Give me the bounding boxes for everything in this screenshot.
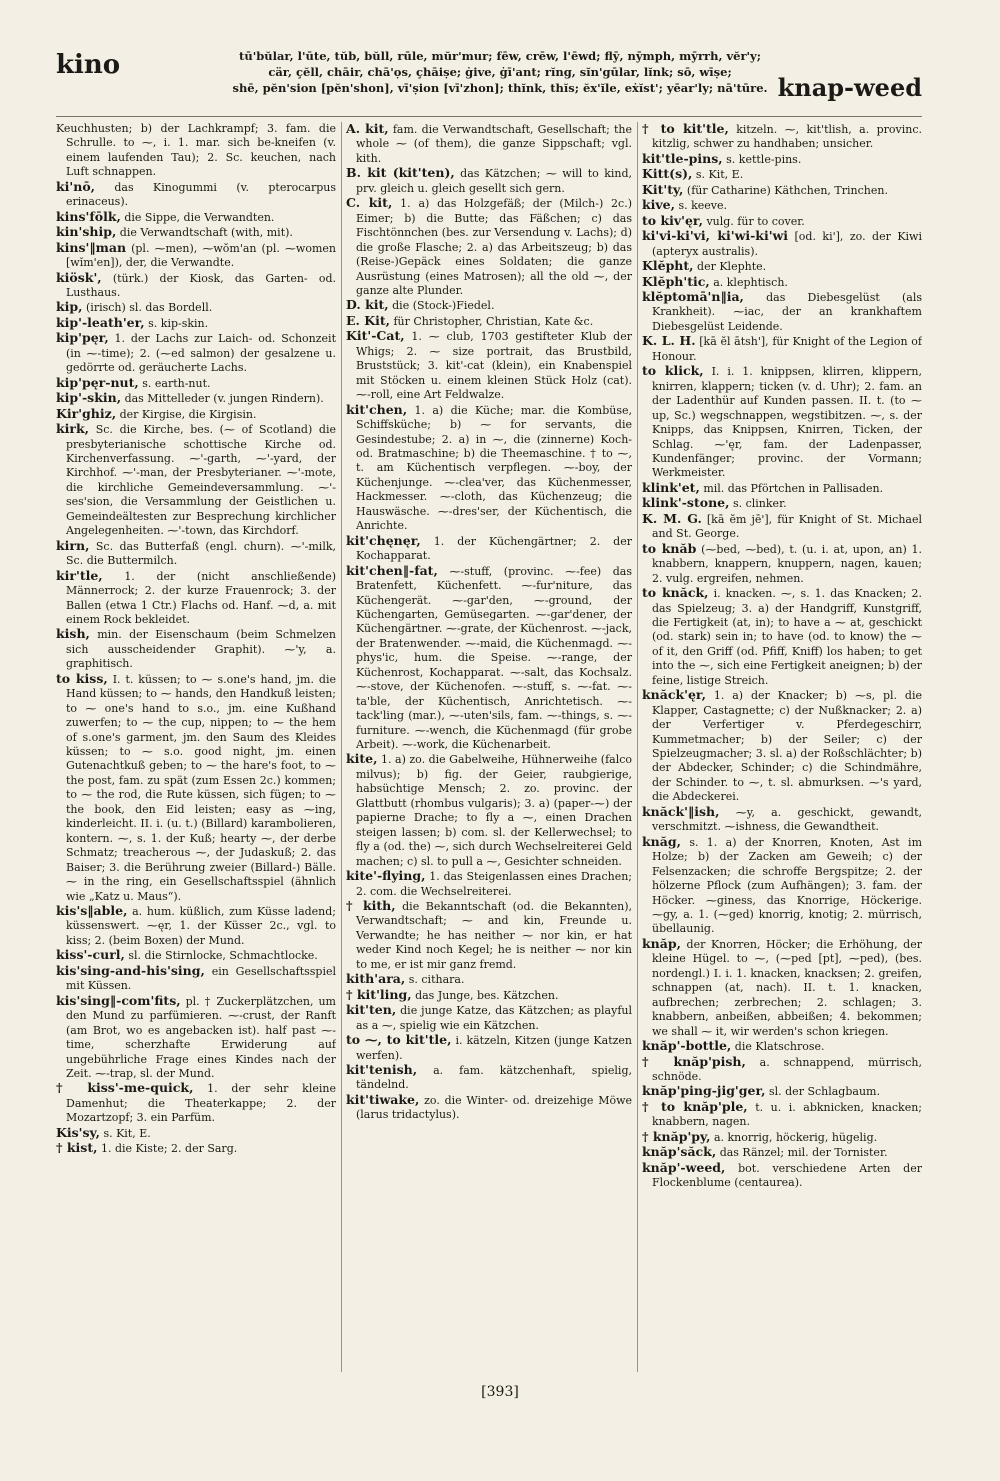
entry-definition: die Bekanntschaft (od. die Bekannten), Verwandtschaft; ⁓ and kin, Freunde u. Verwandte; he has neither ⁓ nor kin, er hat weder Kind noch Kegel; he is neither ⁓ nor kin to me, er ist mir ganz fremd. xyxy=(356,900,632,971)
entry-definition: das Junge, bes. Kätzchen. xyxy=(415,988,559,1002)
entry-definition: a. klephtisch. xyxy=(713,275,788,289)
entry-definition: (irisch) sl. das Bordell. xyxy=(86,301,213,315)
entry-headword: kit'ten, xyxy=(346,1002,397,1018)
entry-definition: die Verwandtschaft (with, mit). xyxy=(119,226,293,240)
guide-word-right: knap-weed xyxy=(777,73,922,102)
entry-headword: † knăp'py, xyxy=(642,1128,711,1144)
dictionary-entry xyxy=(56,672,336,904)
entry-headword: kip'-skin, xyxy=(56,390,122,406)
entry-headword: knăp'-bottle, xyxy=(642,1038,732,1054)
entry-definition: s. clinker. xyxy=(732,497,787,511)
entry-definition: (für Catharine) Käthchen, Trinchen. xyxy=(686,183,888,197)
entry-definition: s. 1. a) der Knorren, Knoten, Ast im Holze; b) der Zacken am Geweih; c) der Felsenzacken; die schroffe Bergspitze; 2. der hölzerne Pflock (zum Aufhängen); 3. fam. der Höcker. ⁓giness, das Knorrige, Höckerige. ⁓gy, a. 1. (⁓ged) knorrig, knotig; 2. mürrisch, übellaunig. xyxy=(652,835,922,936)
entry-headword: kit'chen, xyxy=(346,401,408,417)
dictionary-entry xyxy=(642,481,922,496)
entry-headword: kis'sing‖-com'fits, xyxy=(56,992,181,1008)
entry-definition: i. kätzeln, Kitzen (junge Katzen werfen). xyxy=(356,1034,632,1062)
dictionary-entry xyxy=(642,183,922,198)
pronunciation-key-line: tū'bŭlar, l'ūte, tŭb, bŭll, rūle, mŭr'mur; fēw, crēw, l'ēwd; flȳ, nȳmph, mȳrrh, vĕr'y; xyxy=(239,49,761,63)
entry-headword: knăp'-weed, xyxy=(642,1159,726,1175)
entry-headword: † knăp'pish, xyxy=(642,1053,746,1069)
entry-headword: Kis'sy, xyxy=(56,1124,100,1140)
entry-definition: s. earth-nut. xyxy=(142,376,211,390)
dictionary-entry xyxy=(56,331,336,375)
entry-definition: 1. der (nicht anschließende) Männerrock; 2. der kurze Frauenrock; 3. der Ballen (etwa 1 Ctr.) Flachs od. Hanf. ⁓d, a. mit einem Rock bekleidet. xyxy=(66,569,336,626)
entry-headword: knăck'‖ish, xyxy=(642,803,720,819)
dictionary-entry xyxy=(346,1063,632,1093)
entry-definition: die junge Katze, das Kätzchen; as playful as a ⁓, spielig wie ein Kätzchen. xyxy=(356,1004,632,1032)
entry-headword: C. kit, xyxy=(346,195,393,211)
dictionary-entry xyxy=(346,1033,632,1063)
entry-definition: das Kätzchen; ⁓ will to kind, prv. gleich u. gleich gesellt sich gern. xyxy=(356,167,632,195)
entry-definition: 1. der Küchengärtner; 2. der Kochapparat. xyxy=(356,534,632,563)
dictionary-entry xyxy=(56,241,336,271)
dictionary-entry xyxy=(642,586,922,688)
entry-headword: kish, xyxy=(56,626,90,642)
dictionary-entry xyxy=(346,564,632,753)
entry-headword: A. kit, xyxy=(346,122,389,136)
dictionary-entry xyxy=(56,407,336,422)
entry-headword: kirk, xyxy=(56,421,90,437)
dictionary-entry xyxy=(642,1084,922,1099)
entry-headword: kite, xyxy=(346,751,378,767)
entry-headword: kit'chęnęr, xyxy=(346,532,421,548)
entry-definition: t. u. i. abknicken, knacken; knabbern, nagen. xyxy=(652,1100,922,1129)
entry-definition: fam. die Verwandtschaft, Gesellschaft; the whole ⁓ (of them), die ganze Sippschaft; vgl. kith. xyxy=(356,123,632,165)
dictionary-entry xyxy=(346,972,632,987)
entry-definition: 1. a) der Knacker; b) ⁓s, pl. die Klapper, Castagnette; c) der Nußknacker; 2. a) der Verfertiger v. Pferdegeschirr, Kummetmacher; b) der Seiler; c) der Spielzeugmacher; 3. sl. a) der Roßschlächter; b) der Abdecker, Schinder; c) die Schindmähre, der Schinder. to ⁓, t. sl. abmurksen. ⁓'s yard, die Abdeckerei. xyxy=(652,689,922,804)
entry-definition: [kā ĕl ātsh'], für Knight of the Legion of Honour. xyxy=(652,335,922,363)
entry-definition: a. fam. kätzchenhaft, spielig, tändelnd. xyxy=(356,1064,632,1092)
entry-headword: kit'tle-pins, xyxy=(642,150,723,166)
entry-headword: knăp, xyxy=(642,935,681,951)
entry-headword: knăp'ping-jig'ger, xyxy=(642,1083,766,1099)
entry-definition: (pl. ⁓men), ⁓wŏm'an (pl. ⁓women [wĭm'en]), der, die Verwandte. xyxy=(66,241,336,270)
entry-headword: to kiv'ęr, xyxy=(642,212,703,228)
dictionary-entry xyxy=(56,376,336,391)
entry-definition: a. schnappend, mürrisch, schnöde. xyxy=(652,1055,922,1083)
dictionary-entry xyxy=(56,948,336,963)
column-1 xyxy=(56,122,336,1372)
dictionary-entry xyxy=(56,316,336,331)
dictionary-entry xyxy=(642,496,922,511)
entry-definition: s. keeve. xyxy=(678,199,728,213)
entry-headword: Kit'-Cat, xyxy=(346,328,405,344)
entry-headword: kip'-leath'er, xyxy=(56,314,145,330)
entry-definition: Sc. das Butterfaß (engl. churn). ⁓'-milk, Sc. die Buttermilch. xyxy=(66,539,336,568)
column-3 xyxy=(642,122,922,1372)
entry-headword: to klick, xyxy=(642,363,704,379)
entry-definition: s. kip-skin. xyxy=(148,316,209,330)
entry-headword: klink'et, xyxy=(642,479,700,495)
dictionary-entry xyxy=(642,198,922,213)
entry-definition: 1. das Steigenlassen eines Drachen; 2. com. die Wechselreiterei. xyxy=(356,870,632,898)
entry-definition: die (Stock-)Fiedel. xyxy=(392,299,495,313)
dictionary-entry xyxy=(346,752,632,869)
entry-definition: s. kettle-pins. xyxy=(726,152,802,166)
dictionary-entry xyxy=(642,229,922,259)
entry-headword: kins'‖man xyxy=(56,239,127,255)
entry-definition: s. Kit, E. xyxy=(103,1126,151,1140)
entry-definition: ⁓-stuff, (provinc. ⁓-fee) das Bratenfett, Küchenfett. ⁓-fur'niture, das Küchengerät. ⁓-gar'den, ⁓-ground, der Küchengarten, Gemüsegarten. ⁓-gar'dener, der Küchengärtner. ⁓-grate, der Küchenrost. ⁓-jack, der Bratenwender. ⁓-maid, die Küchenmagd. ⁓-phys'ic, hum. die Speise. ⁓-range, der Küchenrost, Kochapparat. ⁓-salt, das Kochsalz. ⁓-stove, der Küchenofen. ⁓-stuff, s. ⁓-fat. ⁓-ta'ble, der Küchentisch, Anrichtetisch. ⁓-tack'ling (mar.), ⁓-uten'sils, fam. ⁓-things, s. ⁓-furniture. ⁓-wench, die Küchenmagd (für grobe Arbeit). ⁓-work, die Küchenarbeit. xyxy=(356,564,632,752)
dictionary-entry xyxy=(56,225,336,240)
entry-headword: kip'pęr-nut, xyxy=(56,374,139,390)
entry-definition: das Diebesgelüst (als Krankheit). ⁓iac, der an krankhaftem Diebesgelüst Leidende. xyxy=(652,290,922,333)
entry-headword: † to kit'tle, xyxy=(642,122,729,136)
entry-headword: kins'fōlk, xyxy=(56,208,121,224)
entry-definition: vulg. für to cover. xyxy=(706,214,805,228)
dictionary-entry xyxy=(642,1145,922,1160)
entry-headword: knăp'săck, xyxy=(642,1144,717,1160)
dictionary-entry xyxy=(642,835,922,937)
dictionary-entry xyxy=(346,534,632,564)
dictionary-entry xyxy=(642,290,922,334)
dictionary-entry xyxy=(56,1126,336,1141)
dictionary-entry xyxy=(56,569,336,628)
entry-definition: a. knorrig, höckerig, hügelig. xyxy=(713,1130,878,1144)
entry-headword: † kist, xyxy=(56,1140,98,1156)
pronunciation-key-line: shē, pĕn'sion [pĕn'shon], vī'ṣion [vī'zhon]; thĭnk, thĭs; ĕx'ĭle, eẋĭst'; yēar'ly; nā'tūre. xyxy=(232,81,768,95)
entry-definition: der Klephte. xyxy=(697,260,767,274)
entry-headword: klink'-stone, xyxy=(642,495,730,511)
entry-definition: sl. der Schlagbaum. xyxy=(768,1085,880,1099)
dictionary-entry xyxy=(56,180,336,210)
entry-definition: 1. a) zo. die Gabelweihe, Hühnerweihe (falco milvus); b) fig. der Geier, raubgierige, habsüchtige Mensch; 2. zo. provinc. der Glattbutt (rhombus vulgaris); 3. a) (paper-⁓) der papierne Drache; to fly a ⁓, einen Drachen steigen lassen; b) com. sl. der Kellerwechsel; to fly a (od. the) ⁓, sich durch Wechselreiterei Geld machen; c) sl. to pull a ⁓, Gesichter schneiden. xyxy=(356,753,632,868)
dictionary-entry xyxy=(56,422,336,539)
dictionary-entry xyxy=(642,805,922,835)
entry-headword: K. L. H. xyxy=(642,333,696,349)
entry-definition: das Mittelleder (v. jungen Rindern). xyxy=(124,392,324,406)
entry-headword: kite'-flying, xyxy=(346,868,426,884)
entry-headword: Kitt(s), xyxy=(642,166,693,182)
entry-definition: kitzeln. ⁓, kit'tlish, a. provinc. kitzlig, schwer zu handhaben; unsicher. xyxy=(652,123,922,151)
entry-definition: das Ränzel; mil. der Tornister. xyxy=(719,1146,888,1160)
entry-headword: kip'pęr, xyxy=(56,330,109,346)
entry-headword: kiösk', xyxy=(56,269,102,285)
dictionary-entry xyxy=(56,627,336,671)
entry-headword: kith'ara, xyxy=(346,971,406,987)
dictionary-entry xyxy=(642,1055,922,1085)
dictionary-entry xyxy=(346,1093,632,1123)
entry-headword: to ⁓, to kit'tle, xyxy=(346,1032,452,1048)
pronunciation-key-line: cär, çĕll, chāir, chā'ọs, çhāiṣe; ġive, ġī'ant; rĭng, sĭn'gūlar, lĭnk; sō, wīṣe; xyxy=(268,65,732,79)
entry-definition: s. Kit, E. xyxy=(695,168,744,182)
entry-headword: knăck'ęr, xyxy=(642,687,706,703)
dictionary-entry xyxy=(642,152,922,167)
entry-definition: Sc. die Kirche, bes. (⁓ of Scotland) die presbyterianische schottische Kirche od. Kirchenverfassung. ⁓'-garth, ⁓'-yard, der Kirchhof. ⁓'-man, der Presbyterianer. ⁓'-mote, die kirchliche Gemeindeversammlung. ⁓'-ses'sion, die Versammlung der Geistlichen u. Gemeindeältesten zur Besprechung kirchlicher Angelegenheiten. ⁓'-town, das Kirchdorf. xyxy=(66,423,336,538)
dictionary-entry xyxy=(56,964,336,994)
dictionary-entry xyxy=(642,937,922,1039)
entry-headword: † kiss'-me-quick, xyxy=(56,1080,194,1096)
dictionary-entry xyxy=(346,988,632,1003)
dictionary-entry xyxy=(642,688,922,805)
dictionary-entry xyxy=(642,1130,922,1145)
entry-definition: 1. der sehr kleine Damenhut; die Theaterkappe; 2. der Mozartzopf; 3. ein Parfüm. xyxy=(66,1082,336,1125)
dictionary-entry xyxy=(346,314,632,329)
dictionary-entry xyxy=(56,210,336,225)
entry-definition: (türk.) der Kiosk, das Garten- od. Lusthaus. xyxy=(66,271,336,299)
entry-headword: Kit'ty, xyxy=(642,181,684,197)
entry-definition: I. t. küssen; to ⁓ s.one's hand, jm. die Hand küssen; to ⁓ hands, den Handkuß leisten; to ⁓ one's hand to s.o., jm. eine Kußhand zuwerfen; to ⁓ the cup, nippen; to ⁓ the hem of s.one's garment, jm. den Saum des Kleides küssen; to ⁓ s.o. good night, jm. einen Gutenachtkuß geben; to ⁓ the hare's foot, to ⁓ the post, fam. zu spät (zum Essen 2c.) kommen; to ⁓ the rod, die Rute küssen, sich fügen; to ⁓ the book, den Eid leisten; easy as ⁓ing, kinderleicht. II. i. (u. t.) (Billard) karambolieren, kontern. ⁓, s. 1. der Kuß; hearty ⁓, der derbe Schmatz; treacherous ⁓, der Judaskuß; 2. das Baiser; 3. die Berührung zweier (Billard-) Bälle. ⁓ in the ring, ein Gesellschaftsspiel (ähnlich wie „Katz u. Maus“). xyxy=(66,672,336,903)
entry-headword: to knăb xyxy=(642,540,697,556)
guide-word-left: kino xyxy=(56,50,121,80)
dictionary-entry xyxy=(346,899,632,972)
dictionary-entry xyxy=(642,1039,922,1054)
column-divider xyxy=(341,122,342,1372)
dictionary-entry xyxy=(642,122,922,152)
entry-definition: die Klatschrose. xyxy=(734,1040,825,1054)
dictionary-entry xyxy=(56,1081,336,1125)
entry-headword: kirn, xyxy=(56,537,90,553)
dictionary-entry xyxy=(56,904,336,948)
entry-headword: E. Kit, xyxy=(346,312,390,328)
dictionary-entry xyxy=(56,300,336,315)
entry-definition: der Knorren, Höcker; die Erhöhung, der kleine Hügel. to ⁓, (⁓ped [pt], ⁓ped), (bes. nordengl.) I. i. 1. knacken, knacksen; 2. greifen, schnappen (at, nach). II. t. 1. knacken, aufbrechen; zerbrechen; 2. schlagen; 3. knabbern, anbeißen, abbeißen; 4. bekommen; we shall ⁓ it, wir werden's schon kriegen. xyxy=(652,937,922,1038)
entry-definition: min. der Eisenschaum (beim Schmelzen sich ausscheidender Graphit). ⁓'y, a. graphitisch. xyxy=(66,628,336,671)
dictionary-entry xyxy=(346,196,632,298)
entry-headword: kir'tle, xyxy=(56,567,103,583)
entry-definition: der Kirgise, die Kirgisin. xyxy=(119,407,257,421)
pronunciation-key xyxy=(200,48,800,96)
dictionary-entry xyxy=(642,512,922,542)
entry-headword: Klĕpht, xyxy=(642,258,694,274)
dictionary-entry xyxy=(346,403,632,534)
entry-definition: pl. † Zuckerplätzchen, um den Mund zu parfümieren. ⁓-crust, der Ranft (am Brot, wo es angebacken ist). half past ⁓-time, scherzhafte Erwiderung auf ungebührliche Frage eines Kindes nach der Zeit. ⁓-trap, sl. der Mund. xyxy=(66,994,336,1080)
entry-headword: kin'ship, xyxy=(56,224,117,240)
entry-definition: i. knacken. ⁓, s. 1. das Knacken; 2. das Spielzeug; 3. a) der Handgriff, Kunstgriff, die Fertigkeit (at, in); to have a ⁓ at, geschickt (od. stark) sein in; to have (od. to know) the ⁓ of it, den Griff (od. Pfiff, Kniff) los haben; to get into the ⁓, sich eine Fertigkeit aneignen; b) der feine, listige Streich. xyxy=(652,587,922,687)
entry-definition: 1. ⁓ club, 1703 gestifteter Klub der Whigs; 2. ⁓ size portrait, das Brustbild, Bruststück; 3. kit'-cat (klein), ein Knabenspiel mit Stöcken u. einem kleinen Stück Holz (cat). ⁓-roll, eine Art Feldwalze. xyxy=(356,330,632,402)
entry-definition: [od. ki'], zo. der Kiwi (apteryx australis). xyxy=(652,230,922,258)
entry-headword: knăg, xyxy=(642,833,681,849)
entry-headword: klĕptomā'n‖ia, xyxy=(642,288,744,304)
dictionary-entry xyxy=(56,539,336,569)
dictionary-entry xyxy=(56,994,336,1082)
entry-headword: kit'chen‖-fat, xyxy=(346,562,438,578)
entry-definition: ein Gesellschaftsspiel mit Küssen. xyxy=(66,964,336,993)
dictionary-entry xyxy=(346,122,632,166)
dictionary-entry xyxy=(642,167,922,182)
entry-definition: 1. der Lachs zur Laich- od. Schonzeit (in ⁓-time); 2. (⁓ed salmon) der gesalzene u. gedörrte od. geräucherte Lachs. xyxy=(66,332,336,375)
entry-headword: Kir'ghiz, xyxy=(56,405,117,421)
entry-definition: das Kinogummi (v. pterocarpus erinaceus). xyxy=(66,180,336,209)
entry-definition: 1. a) das Holzgefäß; der (Milch-) 2c.) Eimer; b) die Butte; das Fäßchen; c) das Fischtönnchen (bes. zur Versendung v. Lachs); d) die große Flasche; 2. a) das Arbeitszeug; b) das (Reise-)Gepäck eines Soldaten; die ganze Ausrüstung (eines Matrosen); all the old ⁓, der ganze alte Plunder. xyxy=(356,197,632,297)
dictionary-entry xyxy=(56,271,336,301)
entry-headword: K. M. G. xyxy=(642,510,702,526)
dictionary-entry xyxy=(642,275,922,290)
dictionary-entry xyxy=(346,166,632,196)
entry-headword: D. kit, xyxy=(346,297,389,313)
column-divider xyxy=(637,122,638,1372)
entry-headword: B. kit (kit'ten), xyxy=(346,165,455,181)
dictionary-entry xyxy=(56,391,336,406)
entry-definition: a. hum. küßlich, zum Küsse ladend; küssenswert. ⁓ęr, 1. der Küsser 2c., vgl. to kiss; 2. (beim Boxen) der Mund. xyxy=(66,905,336,947)
entry-headword: to kiss, xyxy=(56,670,108,686)
entry-definition: bot. verschiedene Arten der Flockenblume (centaurea). xyxy=(652,1161,922,1190)
entry-headword: † kit'ling, xyxy=(346,986,412,1002)
page-number: [393] xyxy=(481,1384,519,1400)
entry-headword: kit'tiwake, xyxy=(346,1091,420,1107)
dictionary-entry xyxy=(346,1003,632,1033)
dictionary-entry xyxy=(346,329,632,402)
dictionary-entry xyxy=(642,364,922,481)
dictionary-entry xyxy=(56,1141,336,1156)
dictionary-entry xyxy=(642,214,922,229)
entry-definition: Keuchhusten; b) der Lachkrampf; 3. fam. die Schrulle. to ⁓, i. 1. mar. sich be-kneifen (v. einem laufenden Tau); 2. Sc. keuchen, nach Luft schnappen. xyxy=(56,122,336,179)
entry-definition: s. cithara. xyxy=(408,973,465,987)
entry-definition: die Sippe, die Verwandten. xyxy=(124,210,275,224)
entry-definition: [kā ĕm jē'], für Knight of St. Michael and St. George. xyxy=(652,512,922,541)
header-rule xyxy=(56,116,922,117)
entry-headword: kiss'-curl, xyxy=(56,947,125,963)
column-2 xyxy=(346,122,632,1372)
dictionary-entry xyxy=(642,259,922,274)
entry-definition: 1. die Kiste; 2. der Sarg. xyxy=(100,1142,238,1156)
entry-headword: kip, xyxy=(56,299,83,315)
entry-definition: ⁓y, a. geschickt, gewandt, verschmitzt. ⁓ishness, die Gewandtheit. xyxy=(652,805,922,834)
entry-headword: ki'nō, xyxy=(56,178,96,194)
entry-headword: to knăck, xyxy=(642,585,709,601)
dictionary-entry xyxy=(642,542,922,586)
entry-headword: kit'tenish, xyxy=(346,1062,418,1077)
dictionary-entry xyxy=(346,869,632,899)
entry-headword: Klĕph'tic, xyxy=(642,273,710,289)
entry-headword: † to knăp'ple, xyxy=(642,1098,748,1114)
dictionary-entry xyxy=(642,334,922,364)
entry-definition: mil. das Pförtchen in Pallisaden. xyxy=(703,481,884,495)
entry-definition: I. i. 1. knippsen, klirren, klippern, knirren, klappern; ticken (v. d. Uhr); 2. fam. an der Ladenthür auf Kunden passen. II. t. (to ⁓ up, Sc.) wegschnappen, wegstibitzen. ⁓, s. der Knipps, das Knippsen, Knirren, Ticken, der Schlag. ⁓'ęr, fam. der Ladenpasser, Kundenfänger; provinc. der Vormann; Werkmeister. xyxy=(652,365,922,480)
entry-definition: (⁓bed, ⁓bed), t. (u. i. at, upon, an) 1. knabbern, knappern, knuppern, nagen, kauen; 2. vulg. ergreifen, nehmen. xyxy=(652,542,922,585)
entry-headword: kis's‖able, xyxy=(56,903,128,919)
dictionary-entry xyxy=(642,1161,922,1191)
entry-headword: † kith, xyxy=(346,898,396,914)
entry-definition: für Christopher, Christian, Kate &c. xyxy=(393,314,594,328)
entry-definition: 1. a) die Küche; mar. die Kombüse, Schiffsküche; b) ⁓ for servants, die Gesindestube; 2. a) in ⁓, die (zinnerne) Koch- od. Bratmaschine; b) die Theemaschine. † to ⁓, t. am Küchentisch verpflegen. ⁓-boy, der Küchenjunge. ⁓-clea'ver, das Küchenmesser, Hackmesser. ⁓-cloth, das Küchenzeug; die Hauswäsche. ⁓-dres'ser, der Küchentisch, die Anrichte. xyxy=(356,403,632,533)
entry-headword: kis'sing-and-his'sing, xyxy=(56,962,205,978)
entry-headword: ki'vi-ki'vi, ki'wi-ki'wi xyxy=(642,228,789,244)
dictionary-entry xyxy=(56,122,336,180)
entry-headword: kive, xyxy=(642,197,675,213)
entry-definition: sl. die Stirnlocke, Schmachtlocke. xyxy=(128,949,318,963)
dictionary-entry xyxy=(642,1100,922,1130)
entry-definition: zo. die Winter- od. dreizehige Möwe (larus tridactylus). xyxy=(356,1093,632,1122)
dictionary-entry xyxy=(346,298,632,313)
